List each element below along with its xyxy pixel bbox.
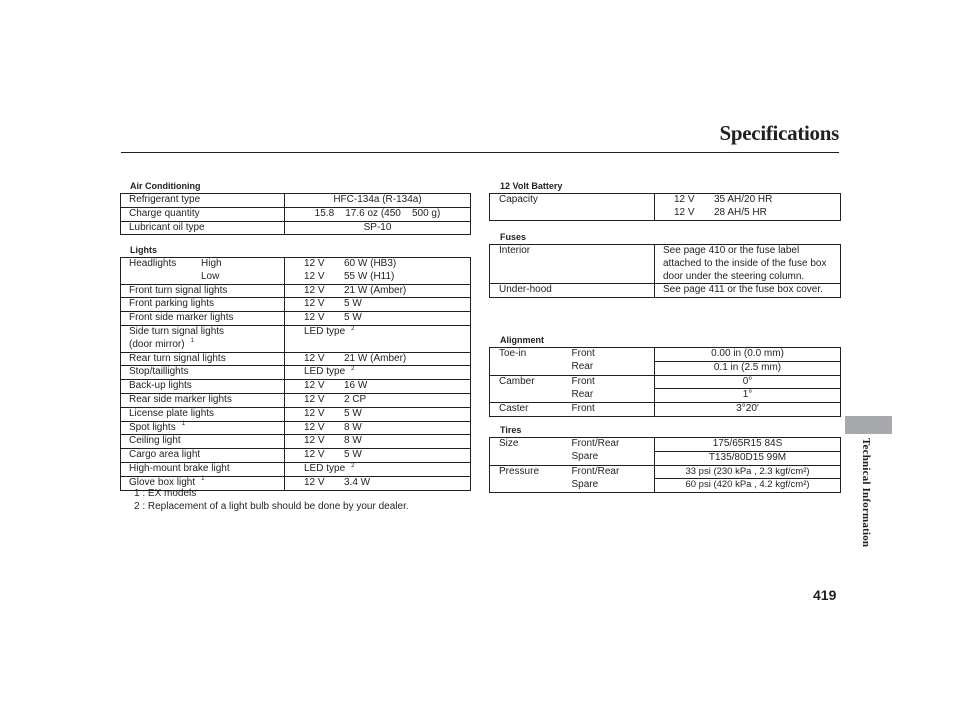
ac-label: Charge quantity	[121, 207, 285, 221]
tire-value: 60 psi (420 kPa , 4.2 kgf/cm²)	[655, 479, 841, 493]
light-label: Ceiling light	[121, 435, 285, 449]
table-row	[490, 348, 841, 362]
volt: 12 V	[304, 312, 325, 324]
fuses-title: Fuses	[500, 232, 527, 242]
table-row	[490, 465, 841, 479]
light-value: 60 W (HB3)	[344, 258, 397, 269]
ac-value: SP-10	[285, 221, 471, 235]
table-row	[121, 298, 471, 312]
table-row	[121, 449, 471, 463]
air-conditioning-title: Air Conditioning	[130, 181, 201, 191]
battery-table	[489, 193, 841, 221]
table-row	[121, 435, 471, 449]
volt: 12 V	[304, 435, 325, 447]
table-row	[121, 258, 471, 285]
volt: 12 V	[674, 194, 695, 205]
volt: 12 V	[304, 449, 325, 461]
light-value: 8 W	[344, 421, 362, 433]
alignment-value: 0.00 in (0.0 mm)	[655, 348, 841, 362]
light-label: Spot lights	[129, 421, 176, 433]
tire-label: Size	[490, 438, 563, 466]
table-row	[490, 375, 841, 389]
light-value: 21 W (Amber)	[344, 284, 407, 296]
headlights-low-label: Low	[201, 270, 220, 282]
light-label: Front turn signal lights	[121, 284, 285, 298]
tire-label: Pressure	[490, 465, 563, 493]
light-value: 2 CP	[344, 393, 367, 405]
battery-value: 35 AH/20 HR	[714, 194, 773, 205]
table-row	[121, 421, 471, 435]
light-value: 21 W (Amber)	[344, 352, 407, 364]
footnote-ref: 2	[351, 325, 355, 332]
fuse-label: Under-hood	[490, 284, 655, 298]
alignment-value: 0.1 in (2.5 mm)	[655, 361, 841, 375]
fuse-value: See page 410 or the fuse label attached to the inside of the fuse box door under the steering column.	[655, 245, 841, 284]
alignment-value: 3°20′	[655, 403, 841, 417]
light-value: LED type	[304, 366, 346, 378]
footnote-ref: 2	[351, 366, 355, 373]
battery-label: Capacity	[490, 194, 655, 221]
alignment-label: Caster	[490, 403, 563, 417]
volt: 12 V	[674, 206, 695, 218]
volt: 12 V	[304, 393, 325, 405]
light-label: Stop/taillights	[121, 366, 285, 380]
alignment-table	[489, 347, 841, 417]
table-row	[121, 462, 471, 476]
table-row	[490, 403, 841, 417]
table-row	[121, 352, 471, 366]
tire-pos: Front/Rear	[563, 465, 655, 479]
light-value: 5 W	[344, 449, 362, 461]
volt: 12 V	[304, 380, 325, 392]
side-turn-label-1: Side turn signal lights	[129, 325, 225, 337]
volt: 12 V	[304, 352, 325, 364]
table-row	[121, 284, 471, 298]
volt: 12 V	[304, 421, 325, 433]
fuses-table	[489, 244, 841, 298]
footnote-ref: 1	[181, 421, 186, 428]
alignment-value: 1°	[655, 389, 841, 403]
alignment-label: Toe-in	[490, 348, 563, 376]
table-row	[121, 407, 471, 421]
tire-value: 33 psi (230 kPa , 2.3 kgf/cm²)	[655, 465, 841, 479]
alignment-pos: Front	[563, 348, 655, 362]
section-tab	[845, 416, 892, 434]
alignment-pos: Rear	[563, 389, 655, 403]
table-row	[121, 380, 471, 394]
light-label: High-mount brake light	[121, 462, 285, 476]
light-label: Cargo area light	[121, 449, 285, 463]
side-turn-label-2: (door mirror)	[129, 338, 185, 350]
ac-label: Refrigerant type	[121, 194, 285, 208]
footnote-2: 2 : Replacement of a light bulb should be done by your dealer.	[134, 501, 409, 512]
air-conditioning-table	[120, 193, 471, 235]
light-value: 3.4 W	[344, 476, 371, 488]
light-label: Rear side marker lights	[121, 393, 285, 407]
tire-pos: Spare	[563, 479, 655, 493]
volt: 12 V	[304, 407, 325, 419]
table-row	[121, 194, 471, 208]
table-row	[121, 312, 471, 326]
light-value: 16 W	[344, 380, 368, 392]
light-value: 8 W	[344, 435, 362, 447]
lights-title: Lights	[130, 245, 157, 255]
light-label: Rear turn signal lights	[121, 352, 285, 366]
headlights-high-label: High	[201, 258, 222, 269]
light-label: Front side marker lights	[121, 312, 285, 326]
table-row	[490, 438, 841, 452]
light-value: 55 W (H11)	[344, 270, 395, 282]
alignment-label: Camber	[490, 375, 563, 403]
alignment-pos: Front	[563, 403, 655, 417]
fuse-label: Interior	[490, 245, 655, 284]
battery-value: 28 AH/5 HR	[714, 206, 767, 218]
footnote-1: 1 : EX models	[134, 488, 197, 499]
light-label: Glove box light	[129, 476, 196, 488]
headlights-label: Headlights	[129, 258, 177, 269]
volt: 12 V	[304, 476, 325, 488]
tire-pos: Front/Rear	[563, 438, 655, 452]
table-row	[490, 245, 841, 284]
light-value: LED type	[304, 462, 346, 474]
table-row	[121, 325, 471, 352]
light-label: License plate lights	[121, 407, 285, 421]
volt: 12 V	[304, 270, 325, 282]
light-value: 5 W	[344, 298, 362, 310]
footnote-ref: 1	[190, 338, 194, 345]
fuse-value: See page 411 or the fuse box cover.	[655, 284, 841, 298]
table-row	[490, 284, 841, 298]
tire-pos: Spare	[563, 451, 655, 465]
table-row	[121, 393, 471, 407]
ac-label: Lubricant oil type	[121, 221, 285, 235]
page-number: 419	[813, 587, 837, 603]
lights-table	[120, 257, 471, 491]
volt: 12 V	[304, 298, 325, 310]
footnote-ref: 1	[201, 476, 205, 483]
alignment-value: 0°	[655, 375, 841, 389]
footnote-ref: 2	[351, 462, 355, 469]
title-rule	[121, 152, 839, 153]
light-value: LED type	[304, 325, 346, 337]
volt: 12 V	[304, 258, 325, 269]
tires-title: Tires	[500, 425, 522, 435]
ac-value: 15.8 17.6 oz (450 500 g)	[285, 207, 471, 221]
tire-value: 175/65R15 84S	[655, 438, 841, 452]
light-value: 5 W	[344, 407, 362, 419]
table-row	[121, 366, 471, 380]
side-section-label: Technical Information	[860, 438, 872, 548]
page-title: Specifications	[719, 121, 839, 145]
alignment-pos: Rear	[563, 361, 655, 375]
light-label: Front parking lights	[121, 298, 285, 312]
table-row	[490, 194, 841, 221]
table-row	[121, 207, 471, 221]
battery-title: 12 Volt Battery	[500, 181, 563, 191]
alignment-pos: Front	[563, 375, 655, 389]
light-label: Back-up lights	[121, 380, 285, 394]
volt: 12 V	[304, 284, 325, 296]
ac-value: HFC-134a (R-134a)	[285, 194, 471, 208]
alignment-title: Alignment	[500, 335, 544, 345]
tire-value: T135/80D15 99M	[655, 451, 841, 465]
tires-table	[489, 437, 841, 493]
table-row	[121, 221, 471, 235]
light-value: 5 W	[344, 312, 362, 324]
